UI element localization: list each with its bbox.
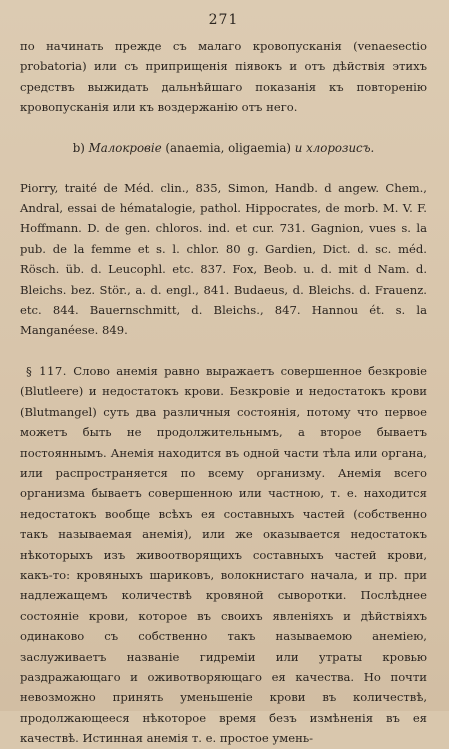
heading-term-2: хлорозисъ.	[306, 140, 375, 155]
body-text: Слово анемія равно выражаетъ совершенное безкровіе (Blutleere) и недостатокъ крови. Безкровіе и недостатокъ крови (Blutmangel) суть два различныя состоянія, потому что первое можетъ быть не продолжительнымъ, а второе бываетъ постояннымъ. Анемія находится въ одной части тѣла или органа, или распространяется по всему организму. Анемія всего организма бываетъ совершенною или частною, т. е. находится недостатокъ вообще всѣхъ ея составныхъ частей (собственно такъ называемая анемія), или же оказывается недостатокъ нѣкоторыхъ изъ живоотворящихъ составныхъ частей крови, какъ-то: кровяныхъ шариковъ, волокнистаго начала, и пр. при надлежащемъ количествѣ кровяной сыворотки. Послѣднее состояніе крови, которое въ своихъ явленіяхъ и дѣйствіяхъ одинаково съ собственно такъ называемою анеміею, заслуживаетъ названіе гидреміи или утраты кровью раздражающаго и оживотворяющаго ея качества. Но почти невозможно принять уменьшеніе крови въ количествѣ, продолжающееся нѣкоторое время безъ измѣненія въ ея качествѣ. Истинная анемія т. е. простое умень-	[20, 363, 428, 746]
section-mark: § 117.	[26, 363, 67, 378]
page-number: 271	[208, 12, 239, 28]
heading-letter: b)	[72, 140, 85, 155]
heading-conjunction: и	[294, 140, 303, 155]
heading-term-ru: Малокровіе	[88, 140, 162, 155]
section-heading	[20, 138, 427, 158]
references-paragraph: Piorry, traité de Méd. clin., 835, Simon, Handb. d angew. Chem., Andral, essai de hématalogie, pathol. Hippocrates, de morb. M. V. F. Hoffmann. D. de gen. chloros. ind. et cur. 731. Gagnion, vues s. la pub. de la femme et s. l. chlor. 80 g. Gardien, Dict. d. sc. méd. Rösch. üb. d. Leucophl. etc. 837. Fox, Beob. u. d. mit d Nam. d. Bleichs. bez. Stör., a. d. engl., 841. Budaeus, d. Bleichs. d. Frauenz. etc. 844. Bauernschmitt, d. Bleichs., 847. Hannou ét. s. la Manganéese. 849.	[20, 180, 427, 338]
heading-term-latin: (anaemia, oligaemia)	[165, 140, 291, 155]
body-paragraph	[20, 361, 427, 749]
paragraph-continuation: по начинать прежде съ малаго кровопусканія (venaesectio probatoria) или съ приприщенія піявокъ и отъ дѣйствія этихъ средствъ выжидать дальнѣйшаго показанія къ повторенію кровопусканія или къ воздержанію отъ него.	[20, 39, 427, 115]
